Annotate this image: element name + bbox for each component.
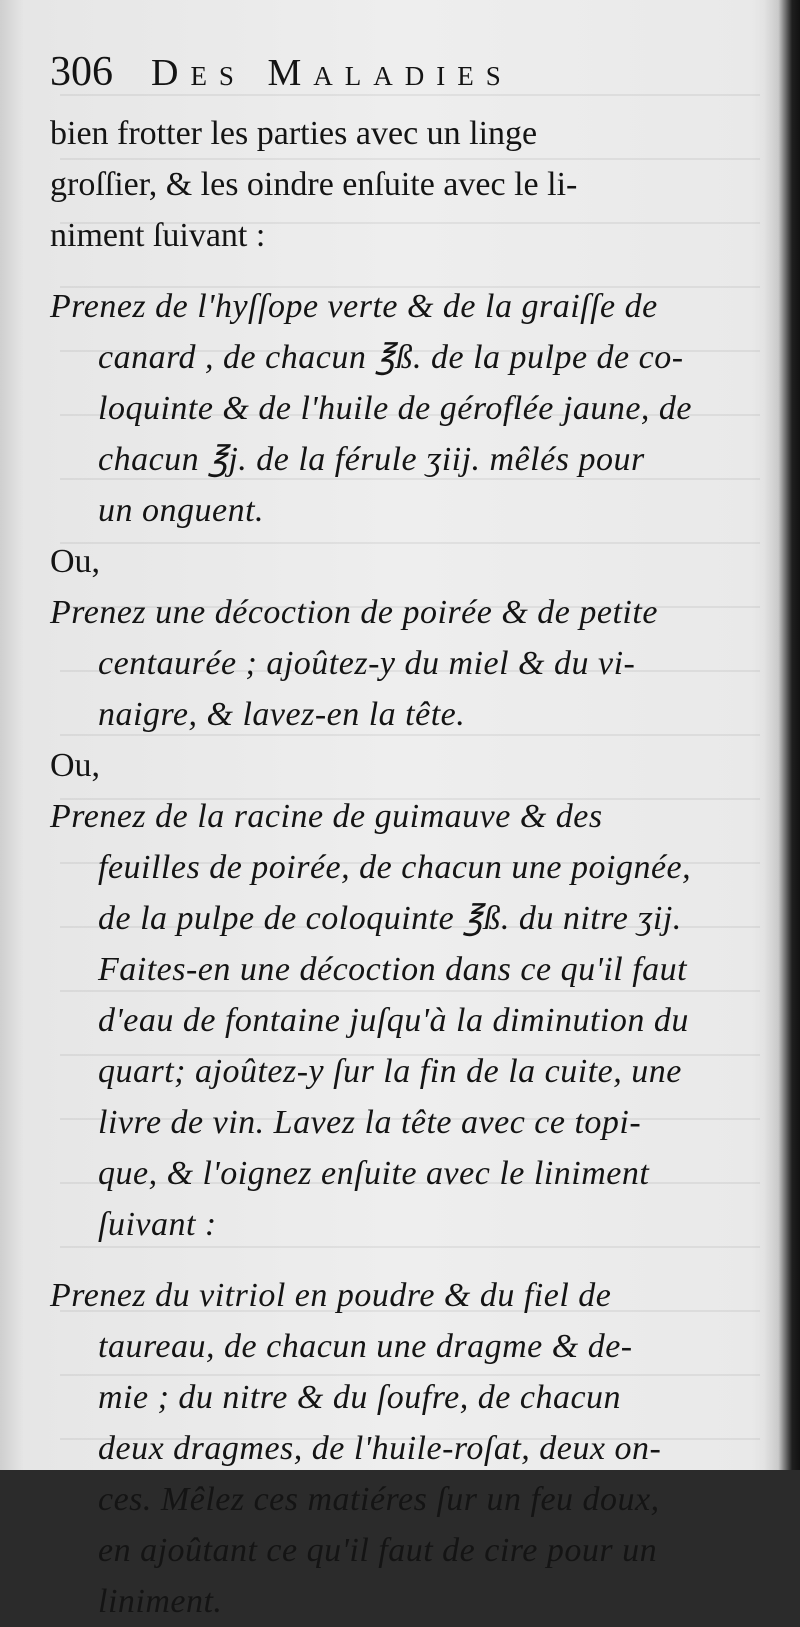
recipe-3 (50, 791, 740, 1250)
text-line: taureau, de chacun une dragme & de- (98, 1328, 633, 1365)
running-title: Des Maladies (151, 52, 513, 94)
text-line: ces. Mêlez ces matiéres ſur un feu doux, (98, 1481, 660, 1518)
text-line: deux dragmes, de l'huile-roſat, deux on- (98, 1430, 662, 1467)
ou-separator: Ou, (50, 747, 101, 784)
text-line: un onguent. (98, 492, 265, 529)
text-line: feuilles de poirée, de chacun une poignée, (98, 849, 692, 886)
text-line: naigre, & lavez-en la tête. (98, 696, 466, 733)
text-line: Prenez une décoction de poirée & de petite (50, 594, 658, 631)
text-line: Faites-en une décoction dans ce qu'il faut (98, 951, 688, 988)
ou-separator: Ou, (50, 543, 101, 580)
text-line: que, & l'oignez enſuite avec le liniment (98, 1155, 650, 1192)
text-line: loquinte & de l'huile de géroflée jaune, de (98, 390, 693, 427)
text-line: quart; ajoûtez-y ſur la fin de la cuite, une (98, 1053, 682, 1090)
text-line: liniment. (98, 1583, 223, 1620)
recipe-4 (50, 1270, 740, 1627)
text-line: en ajoûtant ce qu'il faut de cire pour un (98, 1532, 658, 1569)
text-line: groſſier, & les oindre enſuite avec le li- (50, 166, 578, 203)
text-line: d'eau de fontaine juſqu'à la diminution du (98, 1002, 689, 1039)
recipe-1 (50, 281, 740, 536)
text-line: de la pulpe de coloquinte ℥ß. du nitre ʒij. (98, 900, 682, 937)
text-line: Prenez du vitriol en poudre & du fiel de (50, 1277, 612, 1314)
page-number: 306 (50, 49, 113, 95)
text-line: Prenez de l'hyſſope verte & de la graiſſe de (50, 288, 658, 325)
text-line: chacun ℥j. de la férule ʒiij. mêlés pour (98, 441, 645, 478)
text-line: livre de vin. Lavez la tête avec ce topi- (98, 1104, 642, 1141)
recipe-2 (50, 587, 740, 740)
text-line: bien frotter les parties avec un linge (50, 115, 538, 152)
page-edge-shadow (764, 0, 800, 1470)
intro-paragraph (50, 108, 740, 261)
text-line: ſuivant : (98, 1206, 217, 1243)
text-line: Prenez de la racine de guimauve & des (50, 798, 603, 835)
text-line: niment ſuivant : (50, 217, 266, 254)
page-header (50, 48, 740, 108)
text-line: centaurée ; ajoûtez-y du miel & du vi- (98, 645, 636, 682)
page-content (50, 48, 740, 1627)
text-line: canard , de chacun ℥ß. de la pulpe de co- (98, 339, 684, 376)
text-line: mie ; du nitre & du ſoufre, de chacun (98, 1379, 622, 1416)
